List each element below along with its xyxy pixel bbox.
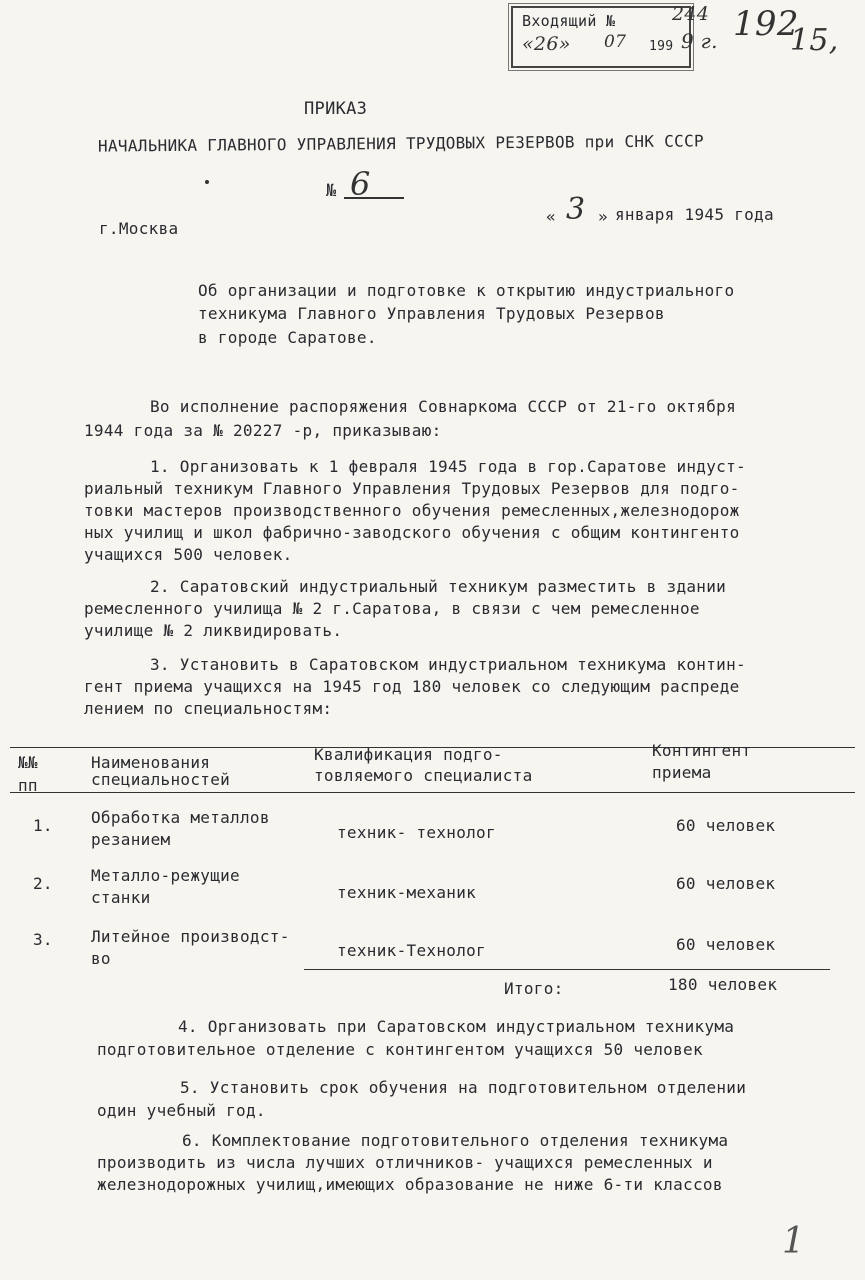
stamp-date-day: «26» bbox=[522, 33, 571, 55]
item6-line-1: 6. Комплектование подготовительного отделения техникума bbox=[182, 1131, 729, 1150]
row1-num: 1. bbox=[33, 816, 53, 835]
item2-line-2: ремесленного училища № 2 г.Саратова, в связи с чем ремесленное bbox=[84, 599, 700, 618]
subject-line-3: в городе Саратове. bbox=[198, 328, 377, 347]
row3-name-1: Литейное производст- bbox=[91, 927, 290, 946]
row1-name-1: Обработка металлов bbox=[91, 808, 270, 827]
order-number-label: № bbox=[326, 181, 337, 201]
stamp-date-month: 07 bbox=[604, 32, 627, 52]
subject-line-1: Об организации и подготовке к открытию индустриального bbox=[198, 281, 735, 300]
table-header-num-2: пп bbox=[18, 776, 38, 795]
row2-name-2: станки bbox=[91, 888, 151, 907]
row3-name-2: во bbox=[91, 949, 111, 968]
table-header-count-2: приема bbox=[652, 763, 712, 782]
row2-num: 2. bbox=[33, 874, 53, 893]
item1-line-3: товки мастеров производственного обучения ремесленных,железнодорож bbox=[84, 501, 740, 520]
order-number: 6 bbox=[350, 165, 371, 203]
item1-line-1: 1. Организовать к 1 февраля 1945 года в гор.Саратове индуст- bbox=[150, 457, 746, 476]
row3-num: 3. bbox=[33, 930, 53, 949]
item3-line-3: лением по специальностям: bbox=[84, 699, 333, 718]
row1-name-2: резанием bbox=[91, 830, 171, 849]
item3-line-1: 3. Установить в Саратовском индустриальном техникума контин- bbox=[150, 655, 746, 674]
item4-line-2: подготовительное отделение с контингентом учащихся 50 человек bbox=[97, 1040, 703, 1059]
date-text: января 1945 года bbox=[615, 205, 774, 224]
table-header-qual-1: Квалификация подго- bbox=[314, 745, 503, 764]
item2-line-3: училище № 2 ликвидировать. bbox=[84, 621, 343, 640]
ink-dot bbox=[205, 180, 209, 184]
item1-line-4: ных училищ и школ фабрично-заводского обучения с общим контингенто bbox=[84, 523, 740, 542]
row3-count: 60 человек bbox=[676, 935, 776, 954]
document-title: ПРИКАЗ bbox=[304, 99, 368, 119]
table-header-name-2: специальностей bbox=[91, 770, 231, 789]
item6-line-2: производить из числа лучших отличников- учащихся ремесленных и bbox=[97, 1153, 713, 1172]
issuer-line: НАЧАЛЬНИКА ГЛАВНОГО УПРАВЛЕНИЯ ТРУДОВЫХ РЕЗЕРВОВ при СНК СССР bbox=[97, 131, 704, 156]
page-number: 1 bbox=[782, 1221, 806, 1262]
city: г.Москва bbox=[99, 219, 179, 238]
item2-line-1: 2. Саратовский индустриальный техникум разместить в здании bbox=[150, 577, 727, 596]
table-total-rule bbox=[304, 969, 830, 970]
preamble-line-2: 1944 года за № 20227 -р, приказываю: bbox=[84, 421, 442, 440]
item6-line-3: железнодорожных училищ,имеющих образование не ниже 6-ти классов bbox=[97, 1175, 723, 1194]
total-value: 180 человек bbox=[668, 975, 778, 994]
table-header-qual-2: товляемого специалиста bbox=[314, 766, 533, 785]
item1-line-2: риальный техникум Главного Управления Трудовых Резервов для подго- bbox=[84, 479, 740, 498]
table-header-num-1: №№ bbox=[18, 753, 38, 772]
stamp-label: Входящий № bbox=[522, 12, 616, 30]
margin-number-2: 15, bbox=[790, 23, 839, 58]
subject-line-2: техникума Главного Управления Трудовых Резервов bbox=[198, 304, 665, 323]
item4-line-1: 4. Организовать при Саратовском индустриальном техникума bbox=[178, 1017, 735, 1036]
number-underline bbox=[344, 197, 404, 199]
item3-line-2: гент приема учащихся на 1945 год 180 человек со следующим распреде bbox=[84, 677, 740, 696]
item5-line-1: 5. Установить срок обучения на подготовительном отделении bbox=[180, 1078, 747, 1097]
document-page: Входящий № 244 «26» 07 199 9 г. 192 15, ПРИКАЗ НАЧАЛЬНИКА ГЛАВНОГО УПРАВЛЕНИЯ ТРУДОВЫХ РЕЗЕРВОВ при СНК СССР № 6 г.Москва « 3 » января 1945 года Об организации и подготовке к открытию индустриального техникума Главного Управления Трудовых Резервов в городе Саратове. Во исполнение распоряжения Совнаркома СССР от 21-го октября 1944 года за № 20227 -р, приказываю: 1. Организовать к 1 февраля 1945 года в гор.Саратове индуст- риальный техникум Главного Управления Трудовых Резервов для подго- товки мастеров производственного обучения ремесленных,железнодорож ных училищ и школ фабрично-заводского обучения с общим контингенто учащихся 500 человек. 2. Саратовский индустриальный техникум разместить в здании ремесленного училища № 2 г.Саратова, в связи с чем ремесленное училище № 2 ликвидировать. 3. Установить в Саратовском индустриальном техникума контин- гент приема учащихся на 1945 год 180 человек со следующим распреде лением по специальностям: №№ пп Наименования специальностей Квалификация подго- товляемого специалиста Контингент приема 1. Обработка металлов резанием техник- технолог 60 человек 2. Металло-режущие станки техник-механик 60 человек 3. Литейное производст- во техник-Технолог 60 человек Итого: 180 человек 4. Организовать при Саратовском индустриальном техникума подготовительное отделение с контингентом учащихся 50 человек 5. Установить срок обучения на подготовительном отделении один учебный год. 6. Комплектование подготовительного отделения техникума производить из числа лучших отличников- учащихся ремесленных и железнодорожных училищ,имеющих образование не ниже 6-ти классов 1 bbox=[0, 0, 865, 1280]
table-header-count-1: Контингент bbox=[652, 741, 752, 760]
row2-qual: техник-механик bbox=[337, 883, 477, 902]
total-label: Итого: bbox=[504, 979, 564, 998]
preamble-line-1: Во исполнение распоряжения Совнаркома СССР от 21-го октября bbox=[150, 397, 737, 416]
stamp-date-year: 199 bbox=[649, 39, 674, 54]
row2-name-1: Металло-режущие bbox=[91, 866, 240, 885]
stamp-number: 244 bbox=[672, 3, 710, 25]
row1-qual: техник- технолог bbox=[337, 823, 496, 842]
stamp-date-year-digit: 9 г. bbox=[681, 29, 718, 53]
date-day: 3 bbox=[566, 192, 586, 227]
row2-count: 60 человек bbox=[676, 874, 776, 893]
margin-number: 192 bbox=[733, 4, 799, 44]
table-header-name-1: Наименования bbox=[91, 753, 211, 772]
row1-count: 60 человек bbox=[676, 816, 776, 835]
item1-line-5: учащихся 500 человек. bbox=[84, 545, 293, 564]
item5-line-2: один учебный год. bbox=[97, 1101, 266, 1120]
row3-qual: техник-Технолог bbox=[337, 941, 486, 960]
table-header-rule bbox=[10, 792, 855, 793]
